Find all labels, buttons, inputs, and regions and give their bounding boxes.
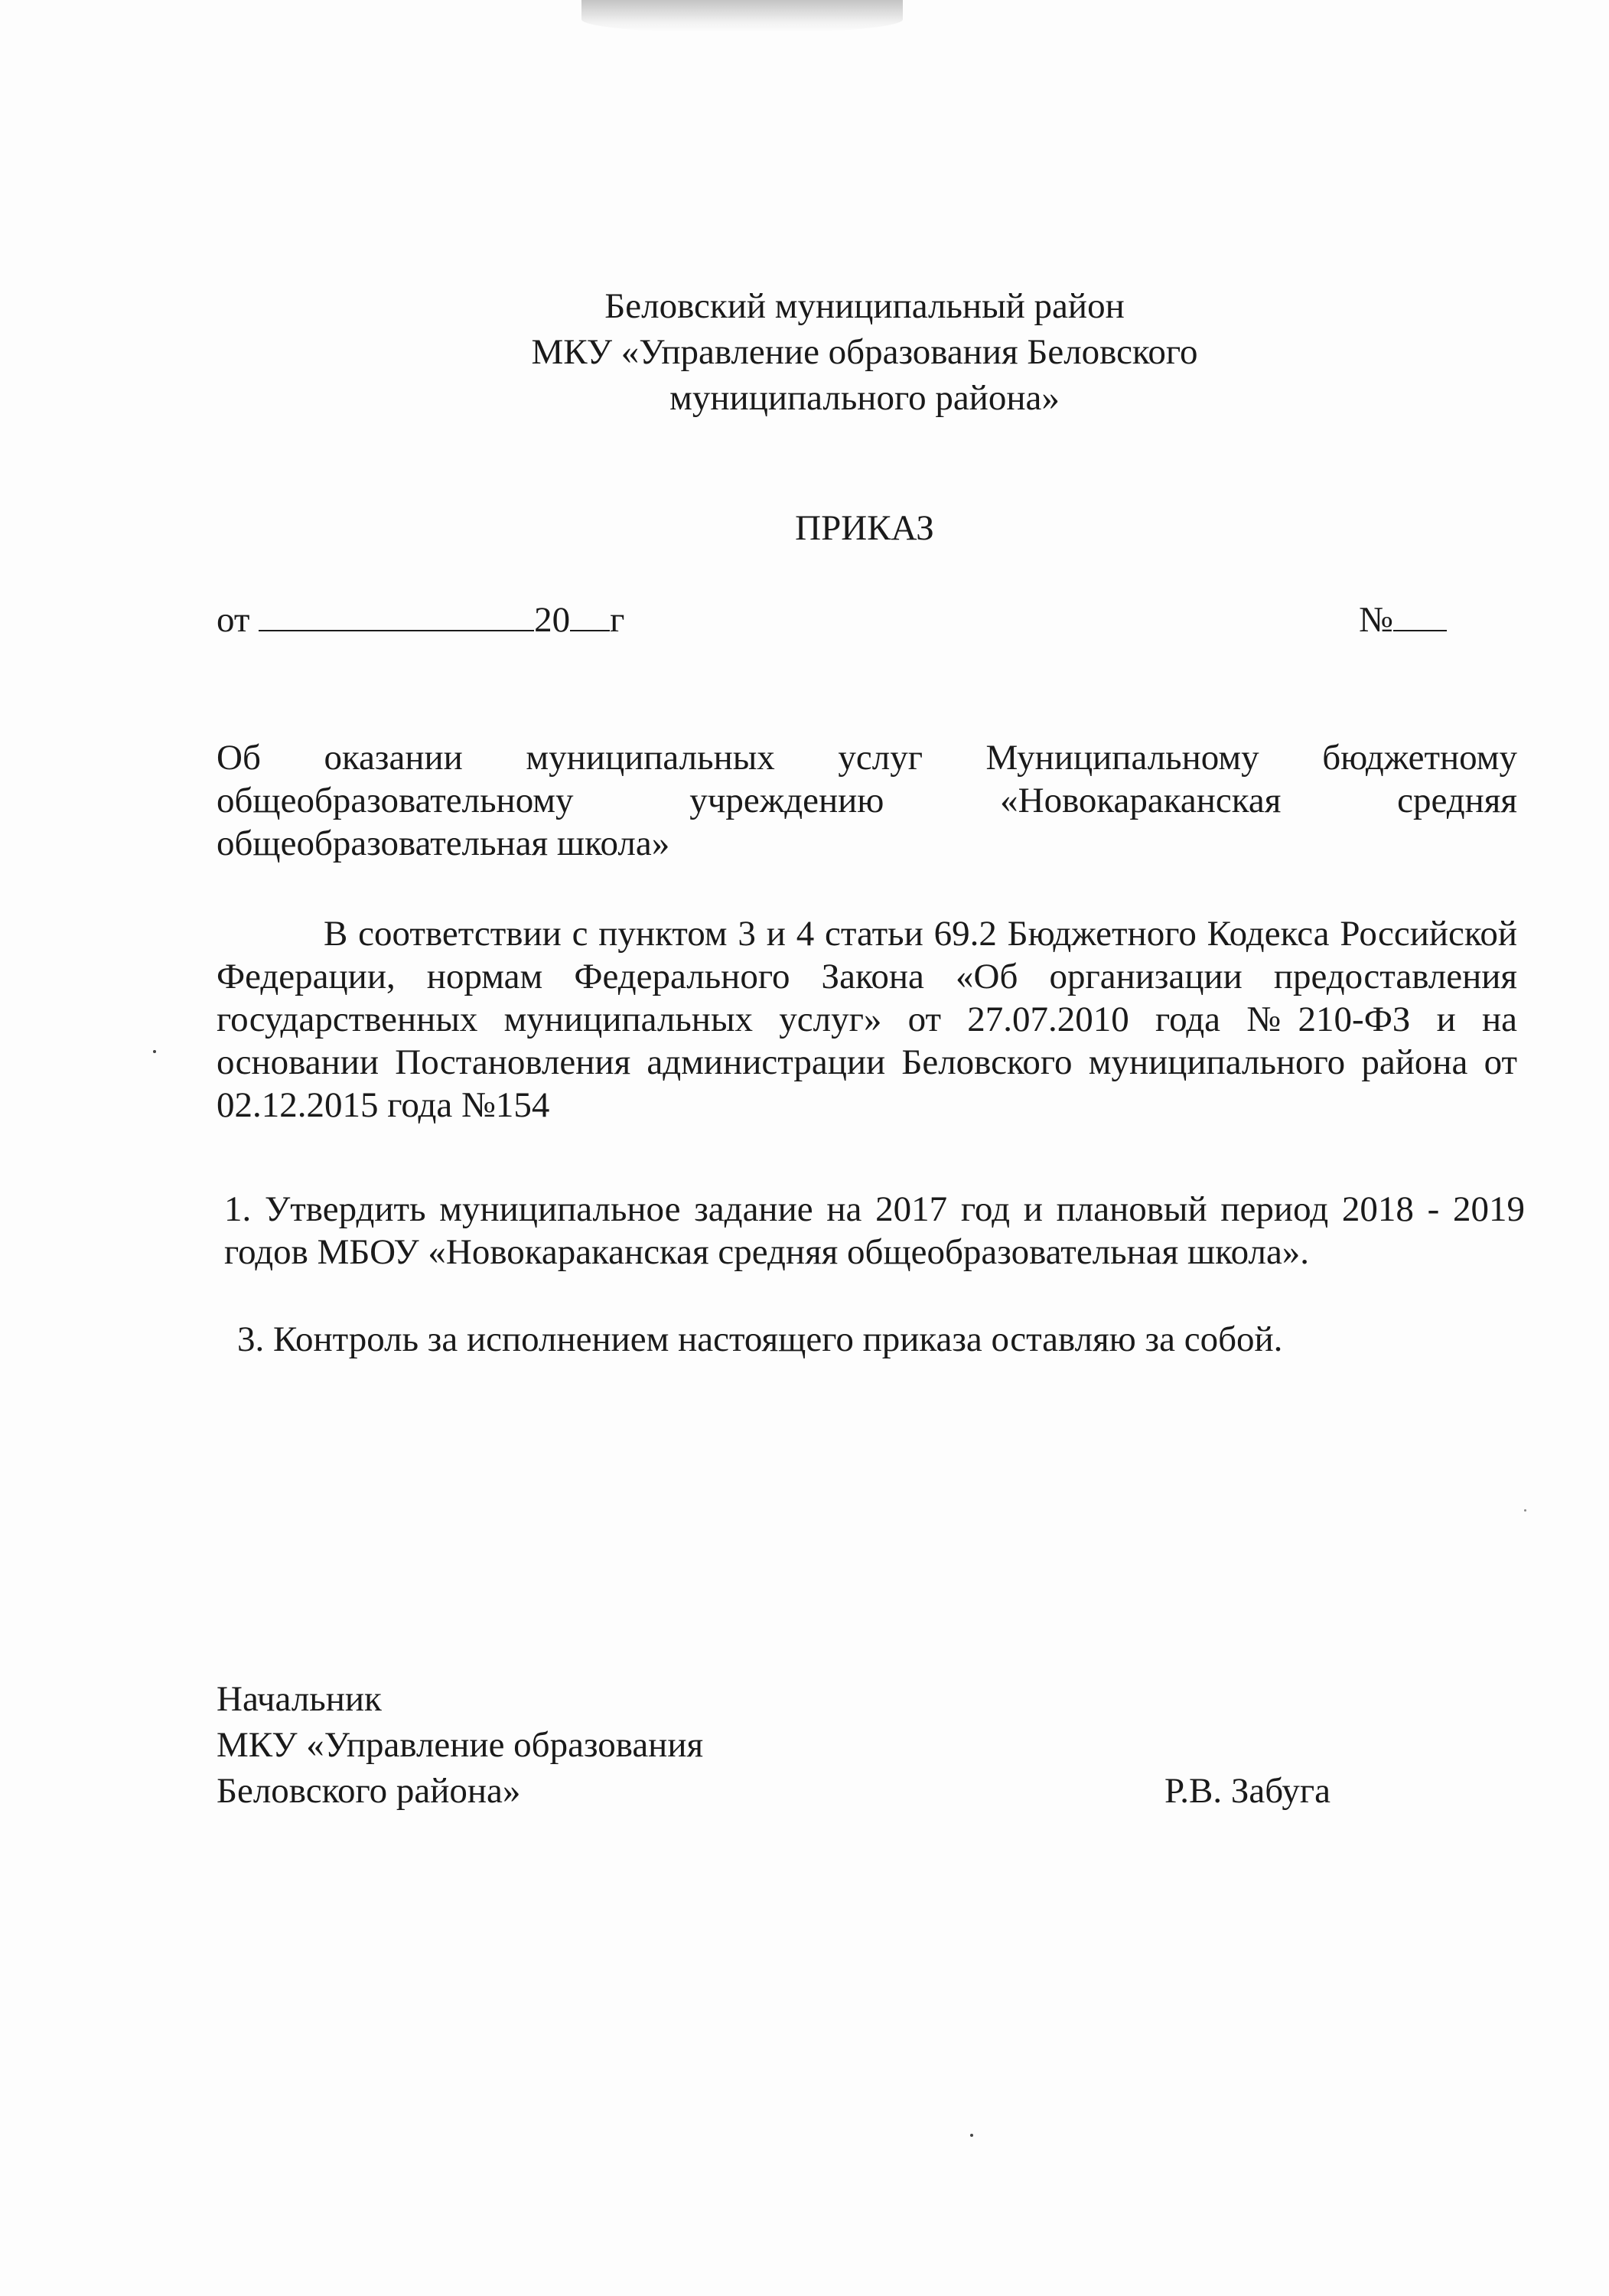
year-blank bbox=[570, 599, 610, 631]
signature-name: Р.В. Забуга bbox=[1164, 1771, 1331, 1811]
header-organization-cont: муниципального района» bbox=[669, 378, 1060, 418]
signature-position-1: Начальник bbox=[217, 1679, 382, 1719]
scan-dot bbox=[153, 1050, 156, 1053]
scan-artifact bbox=[581, 0, 903, 32]
number-line bbox=[1359, 598, 1447, 641]
preamble: В соответствии с пунктом 3 и 4 статьи 69.2 Бюджетного Кодекса Российской Федерации, нормам Федерального Закона «Об организации предоставления государственных муниципальных услуг» от 27.07.2010 года №210-ФЗ и на основании Постановления администрации Беловского муниципального района от 02.12.2015 года №154 bbox=[217, 914, 1517, 1125]
header-organization: МКУ «Управление образования Беловского bbox=[531, 332, 1198, 372]
order-item-3: 3. Контроль за исполнением настоящего приказа оставляю за собой. bbox=[237, 1319, 1283, 1359]
date-year-suffix: г bbox=[610, 600, 625, 640]
page-title: ПРИКАЗ bbox=[795, 508, 934, 548]
signature-position-3: Беловского района» bbox=[217, 1771, 521, 1811]
scan-dot bbox=[970, 2134, 973, 2137]
scan-dot bbox=[1524, 1509, 1526, 1512]
subject: Об оказании муниципальных услуг Муниципальному бюджетному общеобразовательному учреждению «Новокараканская средняя общеобразовательная школа» bbox=[217, 738, 1517, 863]
number-blank bbox=[1393, 599, 1447, 631]
date-blank bbox=[259, 599, 534, 631]
date-line bbox=[217, 598, 624, 641]
date-prefix: от bbox=[217, 600, 250, 640]
header-district: Беловский муниципальный район bbox=[604, 286, 1125, 326]
order-item-1: 1. Утвердить муниципальное задание на 2017 год и плановый период 2018 - 2019 годов МБОУ «Новокараканская средняя общеобразовательная школа». bbox=[224, 1189, 1525, 1272]
date-year-prefix: 20 bbox=[534, 600, 571, 640]
number-label: № bbox=[1359, 600, 1393, 640]
signature-position-2: МКУ «Управление образования bbox=[217, 1725, 704, 1765]
